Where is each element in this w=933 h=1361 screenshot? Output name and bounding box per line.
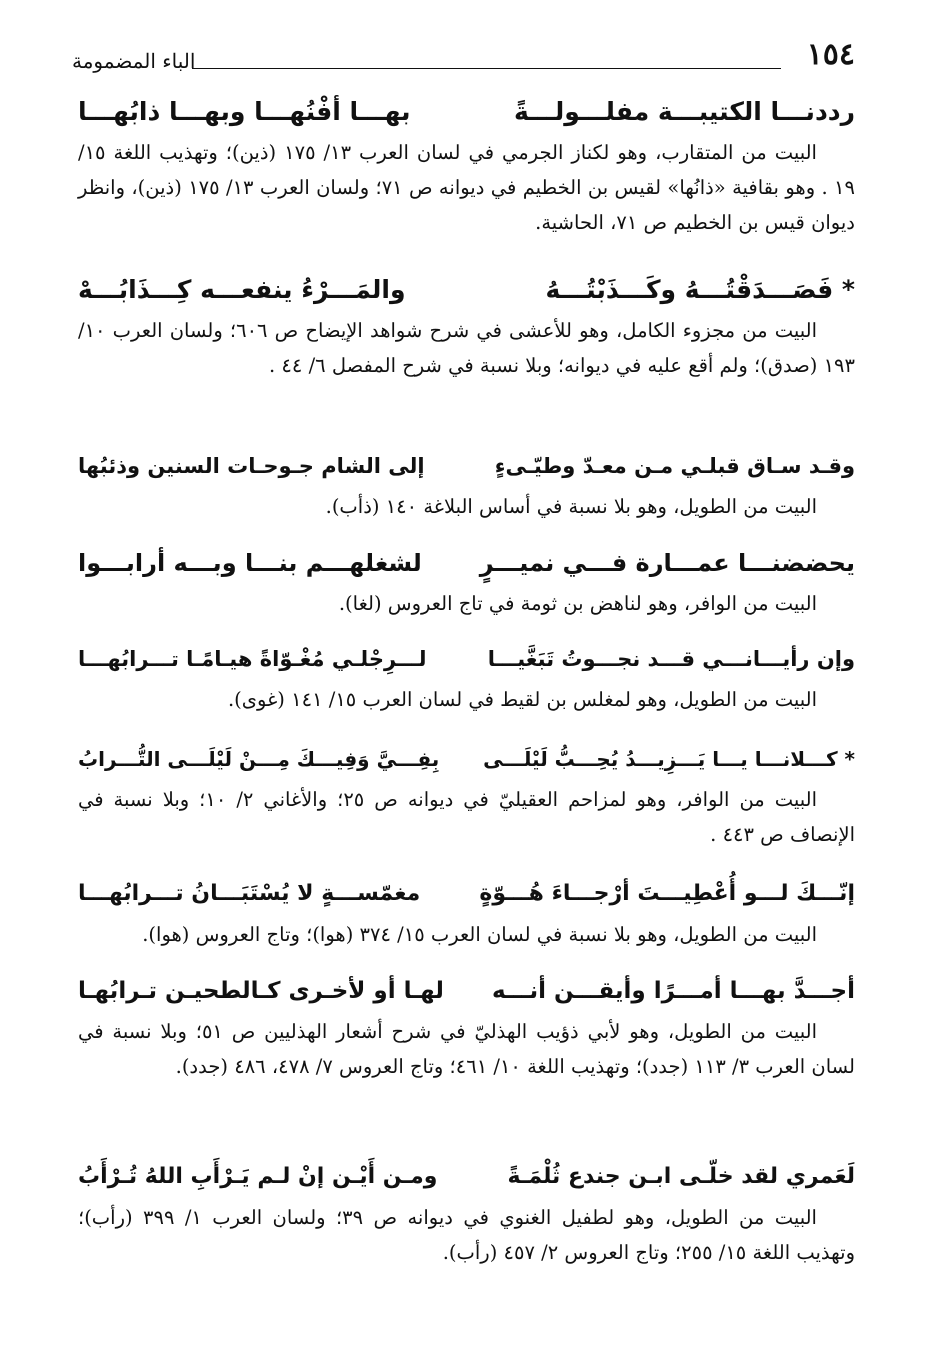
verse-first-hemistich: وإن رأيـــانـــي قـــد نجـــوتُ تَبَغَّيـــا [487, 647, 855, 671]
verse-line [78, 1158, 855, 1198]
verse-line [78, 740, 855, 780]
verse-line [78, 972, 855, 1012]
verse-first-hemistich: * فَصَـــدَقْتُـــهُ وكَـــذَبْتُـــهُ [545, 275, 855, 304]
verse-note: البيت من المتقارب، وهو لكناز الجرمي في لسان العرب ١٣/ ١٧٥ (ذين)؛ وتهذيب اللغة ١٥/ ١٩ . وهو بقافية «ذانُها» لقيس بن الخطيم في ديوانه ص ٧١؛ ولسان العرب ١٣/ ١٧٥ (ذين)، وانظر ديوان قيس بن الخطيم ص ٧١، الحاشية. [78, 141, 855, 234]
verse-note: البيت من الطويل، وهو بلا نسبة في أساس البلاغة ١٤٠ (ذأب). [325, 495, 817, 518]
verse-second-hemistich: ومـن أَيْـن إنْ لـم يَـرْأَبِ اللهُ تُـرْأَبُ [78, 1164, 438, 1189]
verse-entry [78, 271, 855, 383]
verse-second-hemistich: لـــرِجْلـي مُغْـوّاةً هيـامًـا تـــرابُهـــا [78, 647, 427, 671]
page-number: ١٥٤ [806, 37, 855, 72]
verse-line [78, 93, 855, 133]
verse-second-hemistich: إلى الشام جـوحـات السنين وذئبُها [78, 454, 425, 478]
verse-note: البيت من مجزوء الكامل، وهو للأعشى في شرح شواهد الإيضاح ص ٦٠٦؛ ولسان العرب ١٠/ ١٩٣ (صدق)؛ ولم أقع عليه في ديوانه؛ وبلا نسبة في شرح المفصل ٦/ ٤٤ . [78, 319, 855, 377]
verse-entry [78, 972, 855, 1084]
page-header [72, 38, 855, 76]
verse-second-hemistich: والمَـــرْءُ ينفعـــه كِـــذَابُـــهْ [78, 275, 406, 304]
verse-first-hemistich: وقـد سـاق قبلـي مـن معـدّ وطيّـىءٍ [494, 454, 855, 478]
verse-line [78, 875, 855, 915]
verse-line [78, 640, 855, 680]
verse-first-hemistich: يحضضنـــا عمـــارة فـــي نميـــرٍ [479, 549, 855, 577]
verse-first-hemistich: أجـــدَّ بهـــا أمـــرًا وأيقـــن أنـــه [491, 978, 855, 1004]
verse-note: البيت من الوافر، وهو لمزاحم العقيليّ في ديوانه ص ٢٥؛ والأغاني ٢/ ١٠؛ وبلا نسبة في الإنصاف ص ٤٤٣ . [78, 788, 855, 846]
verse-first-hemistich: * كـــلانـــا يـــا يَـــزِيـــدُ يُحِـــبُّ لَيْلَـــى [483, 747, 855, 771]
verse-line [78, 271, 855, 311]
verse-line [78, 544, 855, 584]
verse-first-hemistich: إنّـــكَ لـــو أُعْطِيـــتَ أرْجـــاءَ هُـــوّةٍ [479, 881, 855, 906]
verse-second-hemistich: مغمّســـةٍ لا يُسْتَبَـــانُ تـــرابُهـــا [78, 881, 421, 906]
verse-entry [78, 740, 855, 852]
verse-note: البيت من الطويل، وهو لمغلس بن لقيط في لسان العرب ١٥/ ١٤١ (غوى). [227, 688, 817, 711]
running-head: الباء المضمومة [72, 49, 196, 73]
verse-first-hemistich: رددنـــا الكتيبـــة مفلـــولـــةً [514, 97, 855, 126]
verse-entry [78, 640, 855, 717]
verse-second-hemistich: لشغلهـــم بنـــا وبـــه أرابـــوا [78, 549, 422, 577]
verse-second-hemistich: لهـا أو لأخـرى كـالطحيـن تـرابُهـا [78, 978, 444, 1004]
verse-note: البيت من الطويل، وهو بلا نسبة في لسان العرب ١٥/ ٣٧٤ (هوا)؛ وتاج العروس (هوا). [142, 923, 817, 946]
verse-note: البيت من الطويل، وهو لطفيل الغنوي في ديوانه ص ٣٩؛ ولسان العرب ١/ ٣٩٩ (رأب)؛ وتهذيب اللغة ١٥/ ٢٥٥؛ وتاج العروس ٢/ ٤٥٧ (رأب). [78, 1206, 855, 1264]
verse-entry [78, 447, 855, 524]
verse-note: البيت من الوافر، وهو لناهض بن ثومة في تاج العروس (لغا). [338, 592, 817, 615]
verse-second-hemistich: بهـــا أفْنُهـــا وبهـــا ذابُهـــا [78, 97, 411, 126]
header-rule [192, 68, 781, 69]
verse-entry [78, 544, 855, 621]
verse-entry [78, 93, 855, 240]
verse-second-hemistich: بِفِـــيَّ وَفِيـــكَ مِـــنْ لَيْلَـــى التُّـــرابُ [78, 747, 440, 771]
verse-entry [78, 875, 855, 952]
verse-line [78, 447, 855, 487]
verse-note: البيت من الطويل، وهو لأبي ذؤيب الهذليّ في شرح أشعار الهذليين ص ٥١؛ وبلا نسبة في لسان العرب ٣/ ١١٣ (جدد)؛ وتهذيب اللغة ١٠/ ٤٦١؛ وتاج العروس ٧/ ٤٧٨، ٤٨٦ (جدد). [78, 1020, 855, 1078]
verse-entry [78, 1158, 855, 1270]
verse-first-hemistich: لَعَمري لقد خلّـى ابـن جندع ثُلْمَـةً [507, 1164, 855, 1189]
